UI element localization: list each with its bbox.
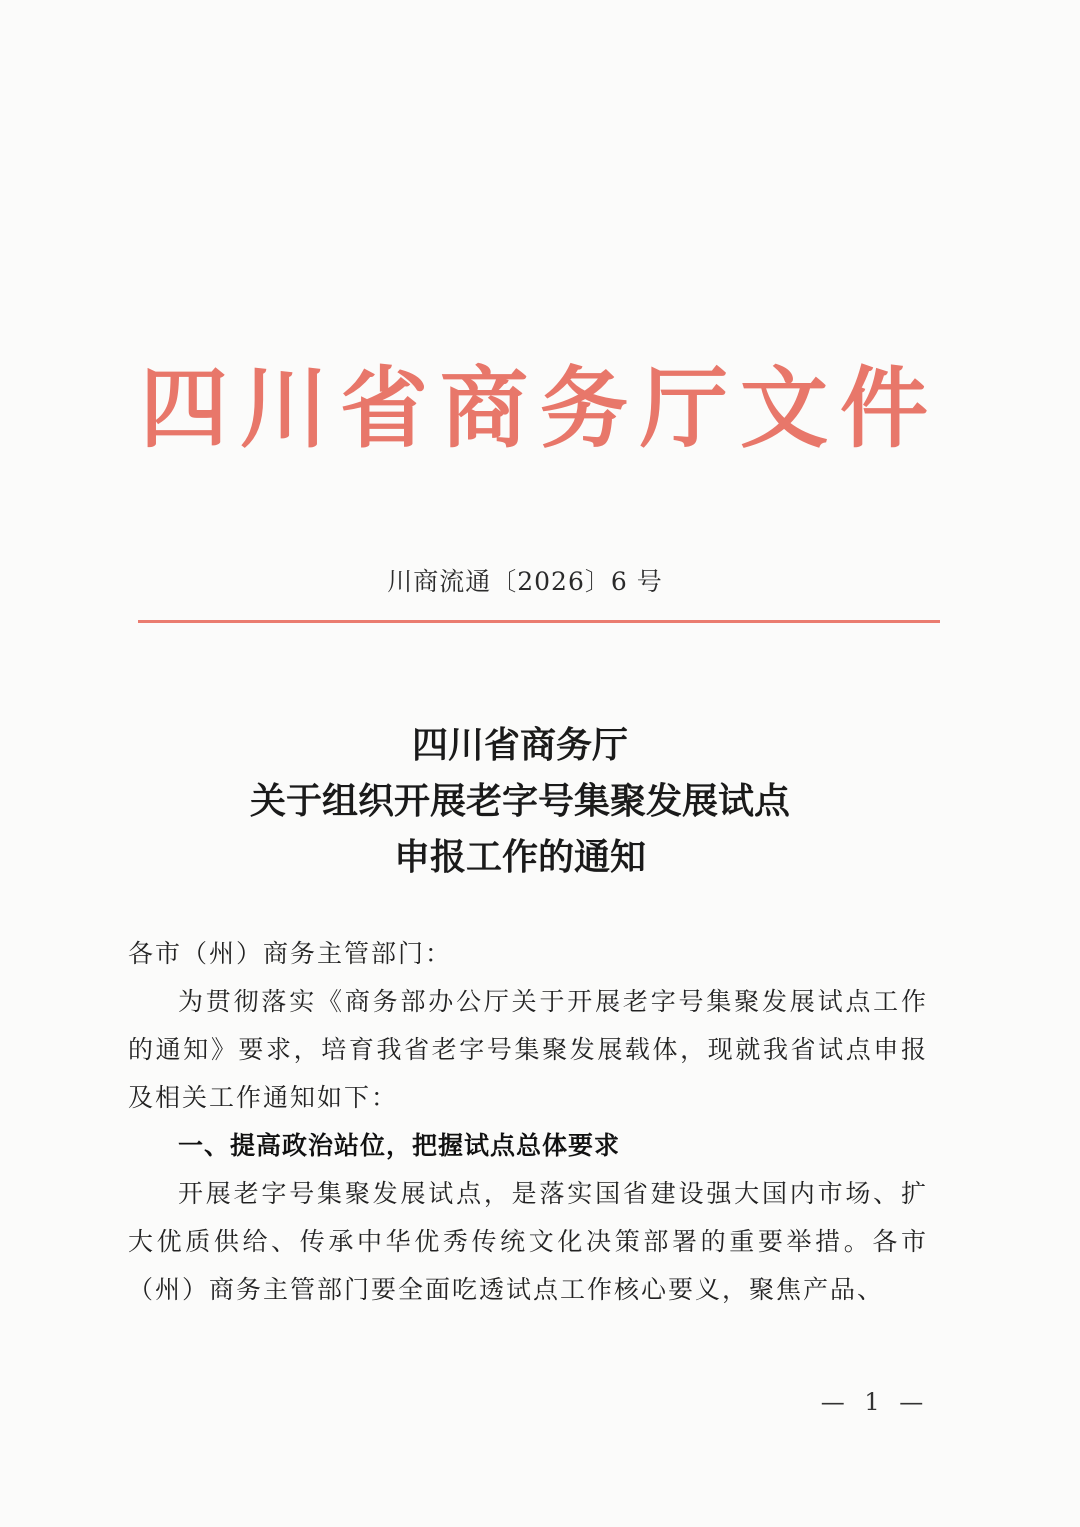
document-number: 川商流通〔2026〕6 号: [387, 567, 663, 596]
title-line-2: 关于组织开展老字号集聚发展试点: [249, 781, 790, 822]
salutation: 各市（州）商务主管部门：: [128, 939, 453, 968]
title-line-3: 申报工作的通知: [393, 837, 646, 878]
red-divider-line: [138, 620, 940, 623]
title-line-1: 四川省商务厅: [411, 725, 628, 766]
document-masthead: 四川省商务厅文件: [139, 357, 940, 460]
intro-paragraph: 为贯彻落实《商务部办公厅关于开展老字号集聚发展试点工作的通知》要求，培育我省老字号集聚发展载体，现就我省试点申报及相关工作通知如下：: [128, 987, 928, 1112]
document-title: [120, 718, 920, 886]
section-heading-1: 一、提高政治站位，把握试点总体要求: [178, 1131, 621, 1160]
page-number: — 1 —: [820, 1388, 930, 1416]
section-1-paragraph: 开展老字号集聚发展试点，是落实国省建设强大国内市场、扩大优质供给、传承中华优秀传统文化决策部署的重要举措。各市（州）商务主管部门要全面吃透试点工作核心要义，聚焦产品、: [128, 1179, 928, 1304]
document-body: [128, 930, 928, 1314]
